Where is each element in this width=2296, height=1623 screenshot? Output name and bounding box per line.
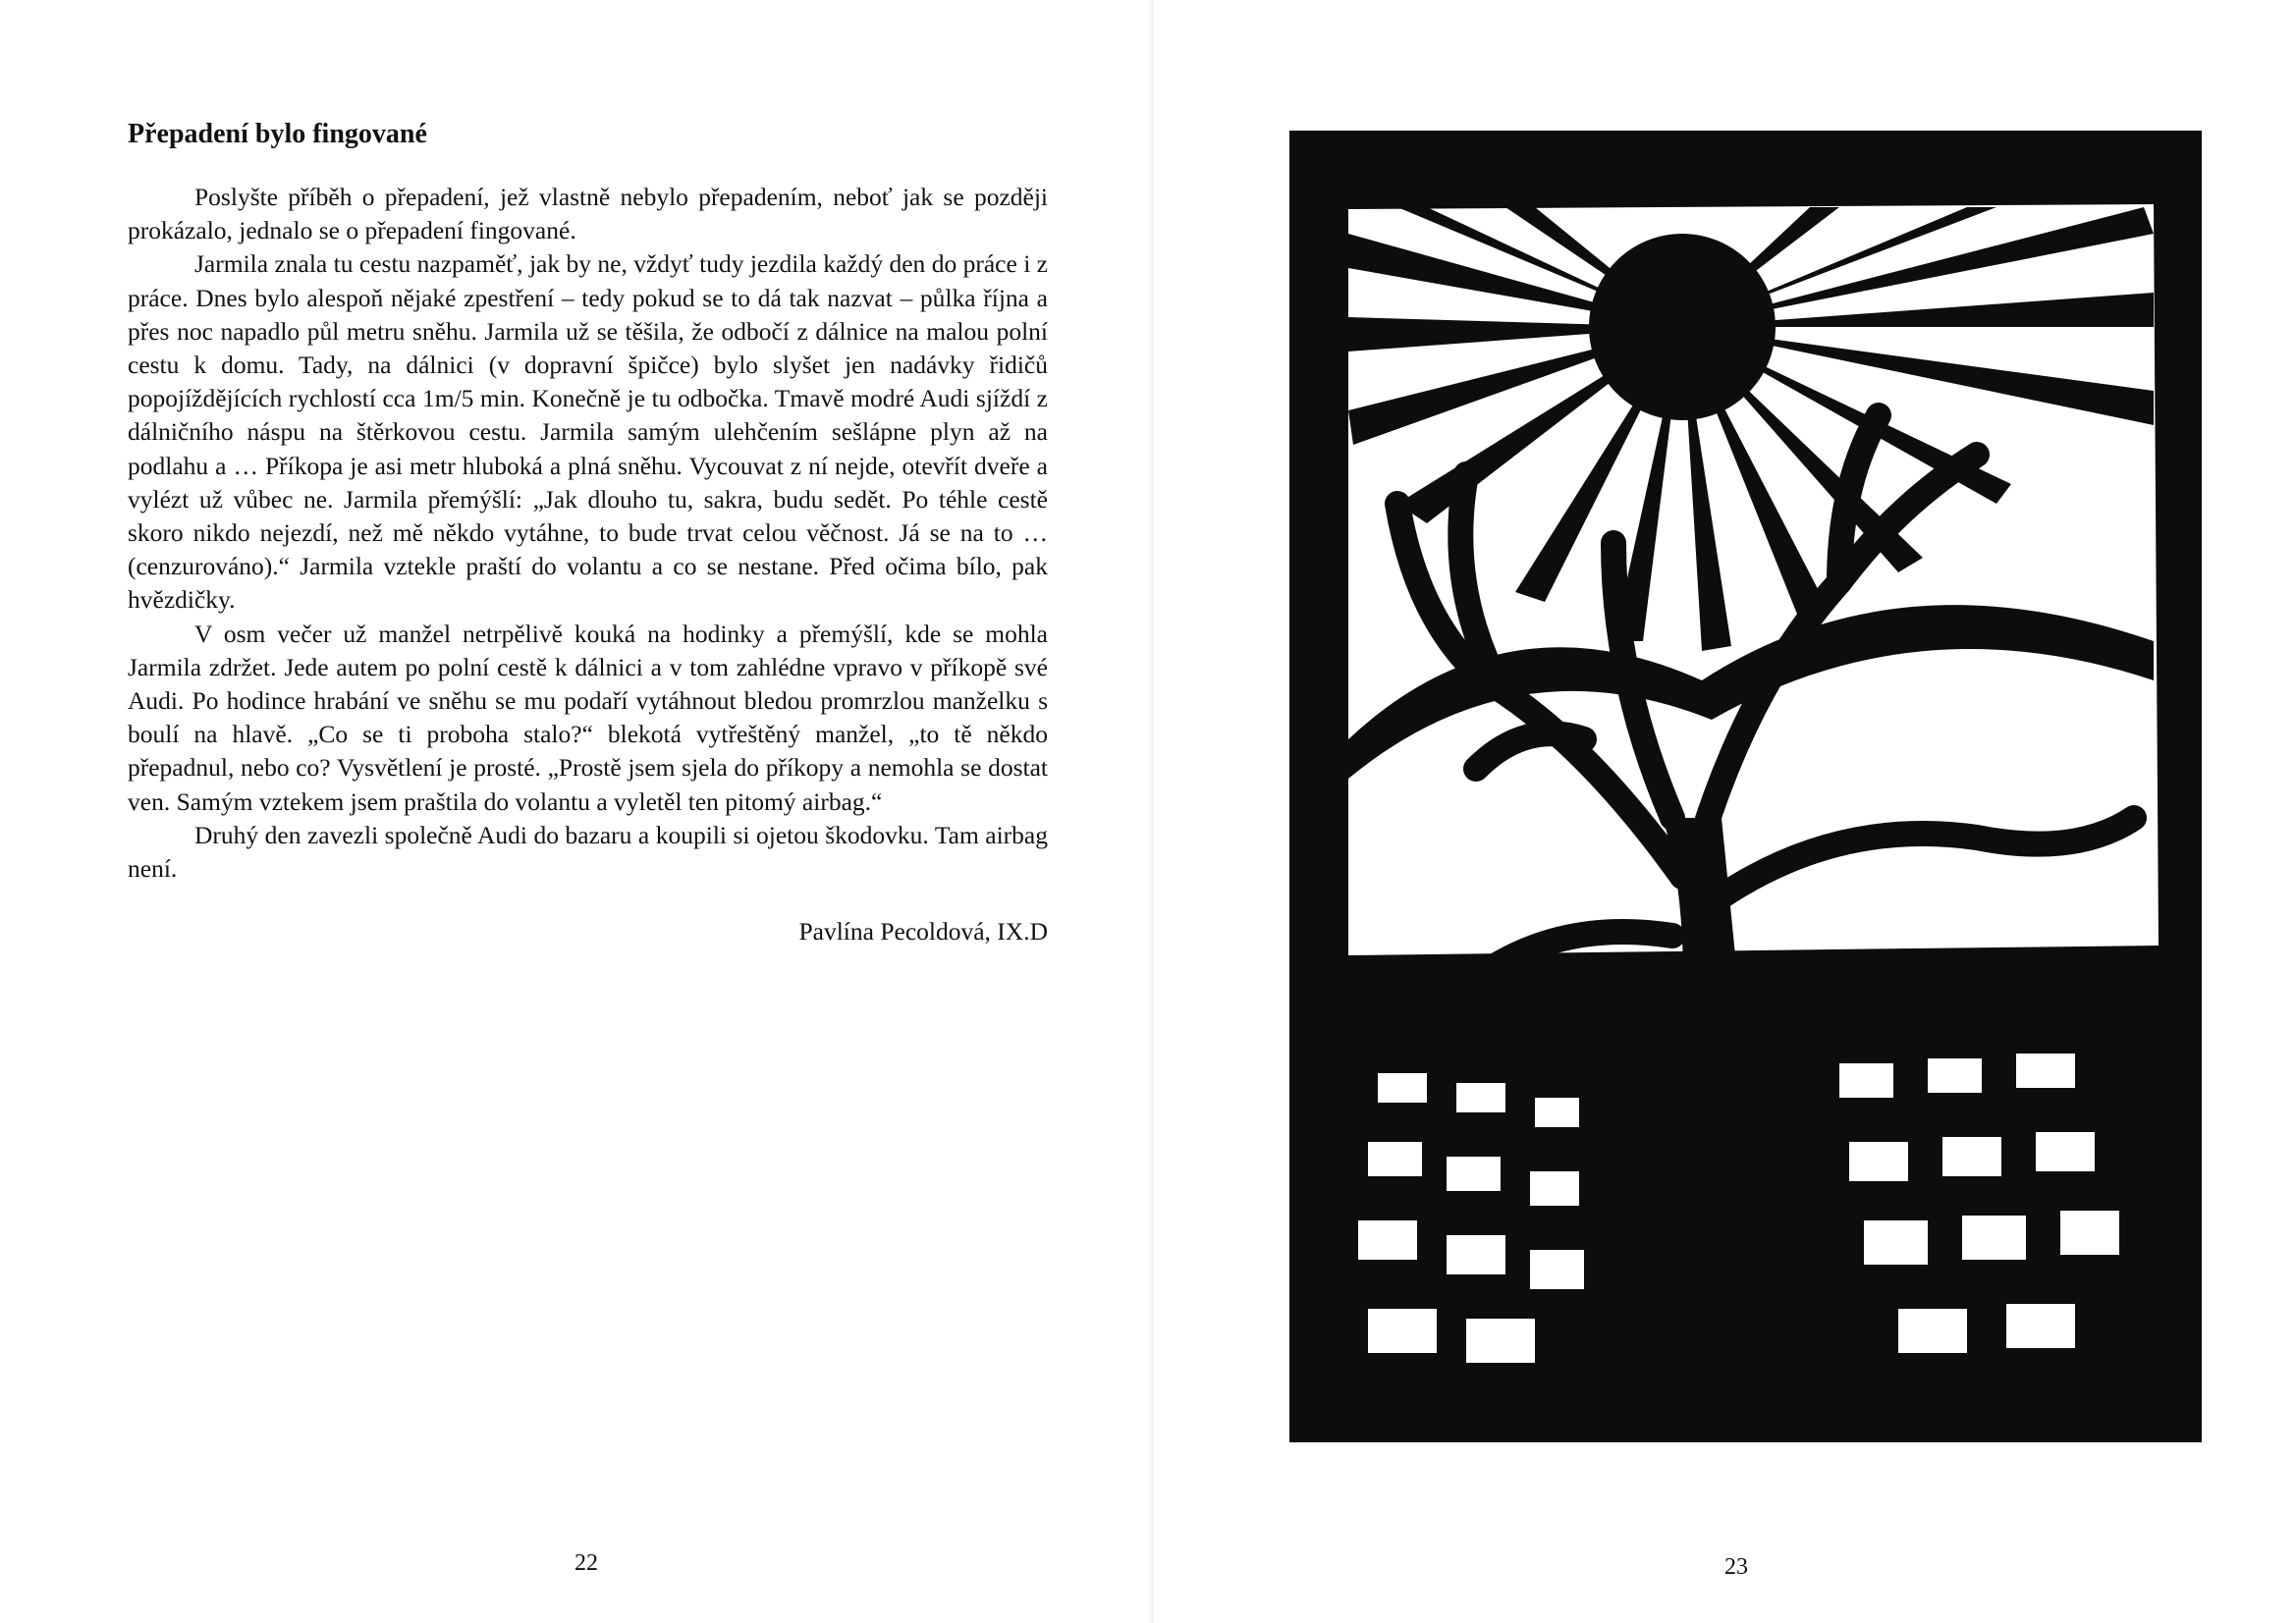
- article-paragraph: Druhý den zavezli společně Audi do bazaru a koupili si ojetou škodovku. Tam airbag není.: [128, 820, 1048, 884]
- linocut-illustration: [1289, 131, 2202, 1442]
- page-number-left: 22: [574, 1550, 598, 1576]
- article-title: Přepadení bylo fingované: [128, 119, 427, 149]
- article: [128, 118, 1048, 948]
- article-paragraph: V osm večer už manžel netrpělivě kouká na hodinky a přemýšlí, kde se mohla Jarmila zdržet. Jede autem po polní cestě k dálnici a v tom zahlédne vpravo v příkopě své Audi. Po hodince hrabání ve sněhu se mu podaří vytáhnout bledou promrzlou manželku s boulí na hlavě. „Co se ti proboha stalo?“ blekotá vytřeštěný manžel, „to tě někdo přepadnul, nebo co? Vysvětlení je prosté. „Prostě jsem sjela do příkopy a nemohla se dostat ven. Samým vztekem jsem praštila do volantu a vyletěl ten pitomý airbag.“: [128, 619, 1048, 816]
- page-number-right: 23: [1724, 1554, 1748, 1580]
- article-paragraph: Jarmila znala tu cestu nazpaměť, jak by ne, vždyť tudy jezdila každý den do práce i z práce. Dnes bylo alespoň nějaké zpestření – tedy pokud se to dá tak nazvat – půlka října a přes noc napadlo půl metru sněhu. Jarmila už se těšila, že odbočí z dálnice na malou polní cestu k domu. Tady, na dálnici (v dopravní špičce) bylo slyšet jen nadávky řidičů popojíždějících rychlostí cca 1m/5 min. Konečně je tu odbočka. Tmavě modré Audi sjíždí z dálničního náspu na štěrkovou cestu. Jarmila samým ulehčením sešlápne plyn až na podlahu a … Příkopa je asi metr hluboká a plná sněhu. Vycouvat z ní nejde, otevřít dveře a vylézt už vůbec ne. Jarmila přemýšlí: „Jak dlouho tu, sakra, budu sedět. Po téhle cestě skoro nikdo nejezdí, než mě někdo vytáhne, to bude trvat celou věčnost. Já se na to …(cenzurováno).“ Jarmila vztekle praští do volantu a co se nestane. Před očima bílo, pak hvězdičky.: [128, 249, 1048, 615]
- article-paragraph: Poslyšte příběh o přepadení, jež vlastně nebylo přepadením, neboť jak se později prokázalo, jednalo se o přepadení fingované.: [128, 183, 1048, 245]
- linocut-tree-sun-image: [1289, 131, 2202, 1442]
- article-author: Pavlína Pecoldová, IX.D: [798, 917, 1048, 947]
